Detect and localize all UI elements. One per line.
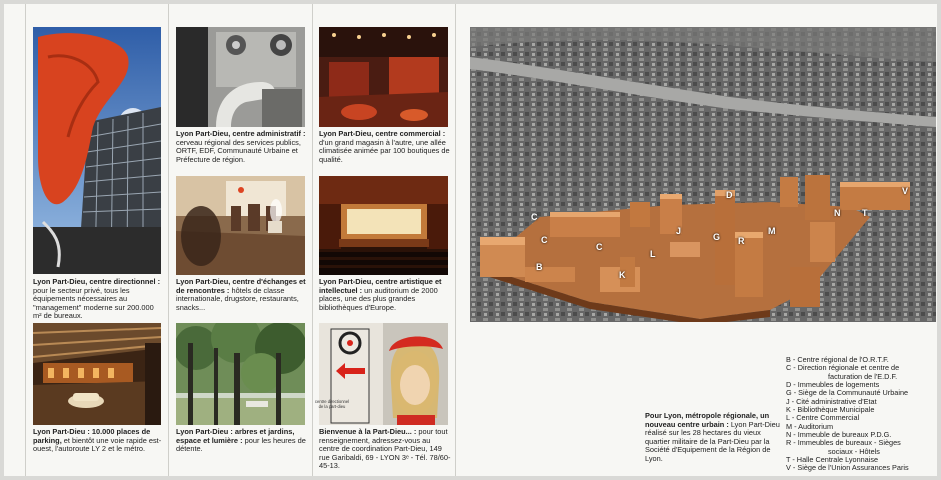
caption-parking [33,428,163,454]
aerial-label-l: L [650,249,656,259]
caption-centre-directionnel [33,278,163,321]
caption-title: Lyon Part-Dieu, centre d'échanges et de rencontres : [176,277,306,295]
caption-centre-administratif [176,130,308,164]
legend-item: J - Cité administrative d'Etat [786,396,877,406]
aerial-label-n: N [834,208,841,218]
intro-text [645,412,780,464]
aerial-label-g: G [713,232,721,242]
aerial-label-c: C [541,235,548,245]
caption-title: Lyon Part-Dieu, centre commercial : [319,129,446,138]
caption-title: Lyon Part-Dieu : 10.000 places de parking, [33,427,151,445]
photo-office-tower [33,27,161,274]
caption-bienvenue [319,428,451,471]
caption-arbres-jardins [176,428,308,454]
intro-title: Pour Lyon, métropole régionale, un nouveau centre urbain : [645,411,770,429]
photo-auditorium [319,176,448,275]
caption-body: pour tout renseignement, adressez-vous au centre de coordination Part-Dieu, 149 rue Garibaldi, 69 - LYON 3ᵉ - Tél. 78/60-45-13. [319,427,451,471]
aerial-label-k: K [619,270,626,280]
legend-item: M - Auditorium [786,421,834,431]
caption-title: Lyon Part-Dieu : arbres et jardins, espace et lumière : [176,427,295,445]
caption-title: Bienvenue à la Part-Dieu... : [319,427,417,436]
legend-item: V - Siège de l'Union Assurances Paris [786,463,909,473]
photo-parking-tunnel [33,323,161,425]
caption-body: un auditorium de 2000 places, une des plus grandes bibliothèques d'Europe. [319,285,438,312]
legend-item: T - Halle Centrale Lyonnaise [786,455,879,465]
aerial-label-c: C [596,242,603,252]
caption-echanges-rencontres [176,278,308,312]
caption-body: d'un grand magasin à l'autre, une allée climatisée animée par 100 boutiques de qualité. [319,137,450,164]
caption-body: cerveau régional des services publics, ORTF, EDF, Communauté Urbaine et Préfecture de région. [176,137,301,164]
caption-body: pour les heures de détente. [176,435,306,454]
caption-body: hôtels de classe internationale, drugstore, restaurants, snacks... [176,285,299,312]
aerial-label-t: T [862,208,868,218]
intro-body: Lyon Part-Dieu réalisé sur les 28 hectares du vieux quartier militaire de la Part-Dieu par la Société d'Equipement de la Région de Lyon. [645,419,780,463]
legend-item: K - Bibliothèque Municipale [786,405,875,415]
caption-title: Lyon Part-Dieu, centre artistique et intellectuel : [319,277,442,295]
legend-item: G - Siège de la Communauté Urbaine [786,388,909,398]
fold-line [168,4,169,476]
legend-item: facturation de l'E.D.F. [828,371,898,381]
aerial-label-j: J [676,226,682,236]
caption-artistique-intellectuel [319,278,451,312]
photo-administration-equipment [176,27,305,127]
caption-body: et bientôt une voie rapide est-ouest, l'autoroute LY 2 et le métro. [33,435,162,454]
legend-item: R - Immeubles de bureaux - Sièges [786,438,901,448]
legend-item: C - Direction régionale et centre de [786,363,900,373]
legend-item: B - Centre régional de l'O.R.T.F. [786,355,889,364]
legend-item: N - Immeuble de bureaux P.D.G. [786,430,892,440]
fold-line [25,4,26,476]
caption-title: Lyon Part-Dieu, centre directionnel : [33,277,161,286]
aerial-label-b: B [536,262,543,272]
photo-park-trees [176,323,305,425]
aerial-label-v: V [902,186,909,196]
legend-item: sociaux - Hôtels [828,446,880,456]
aerial-label-r: R [738,236,745,246]
legend [786,356,926,473]
caption-centre-commercial [319,130,451,164]
aerial-label-c: C [531,212,538,222]
legend-item: D - Immeubles de logements [786,380,880,390]
caption-title: Lyon Part-Dieu, centre administratif : [176,129,306,138]
photo-shopping-gallery [319,27,448,127]
fold-line [455,4,456,476]
aerial-photo-model [470,27,936,322]
photo-sign-hostess [319,323,448,425]
caption-body: pour le secteur privé, tous les équipements nécessaires au "management" moderne sur 200.000 m² de bureaux. [33,285,154,321]
photo-hotel-lounge [176,176,305,275]
sign-text: centre directionnel de la part-dieu [314,399,350,409]
aerial-label-m: M [768,226,776,236]
legend-item: L - Centre Commercial [786,413,860,423]
aerial-label-d: D [726,190,733,200]
